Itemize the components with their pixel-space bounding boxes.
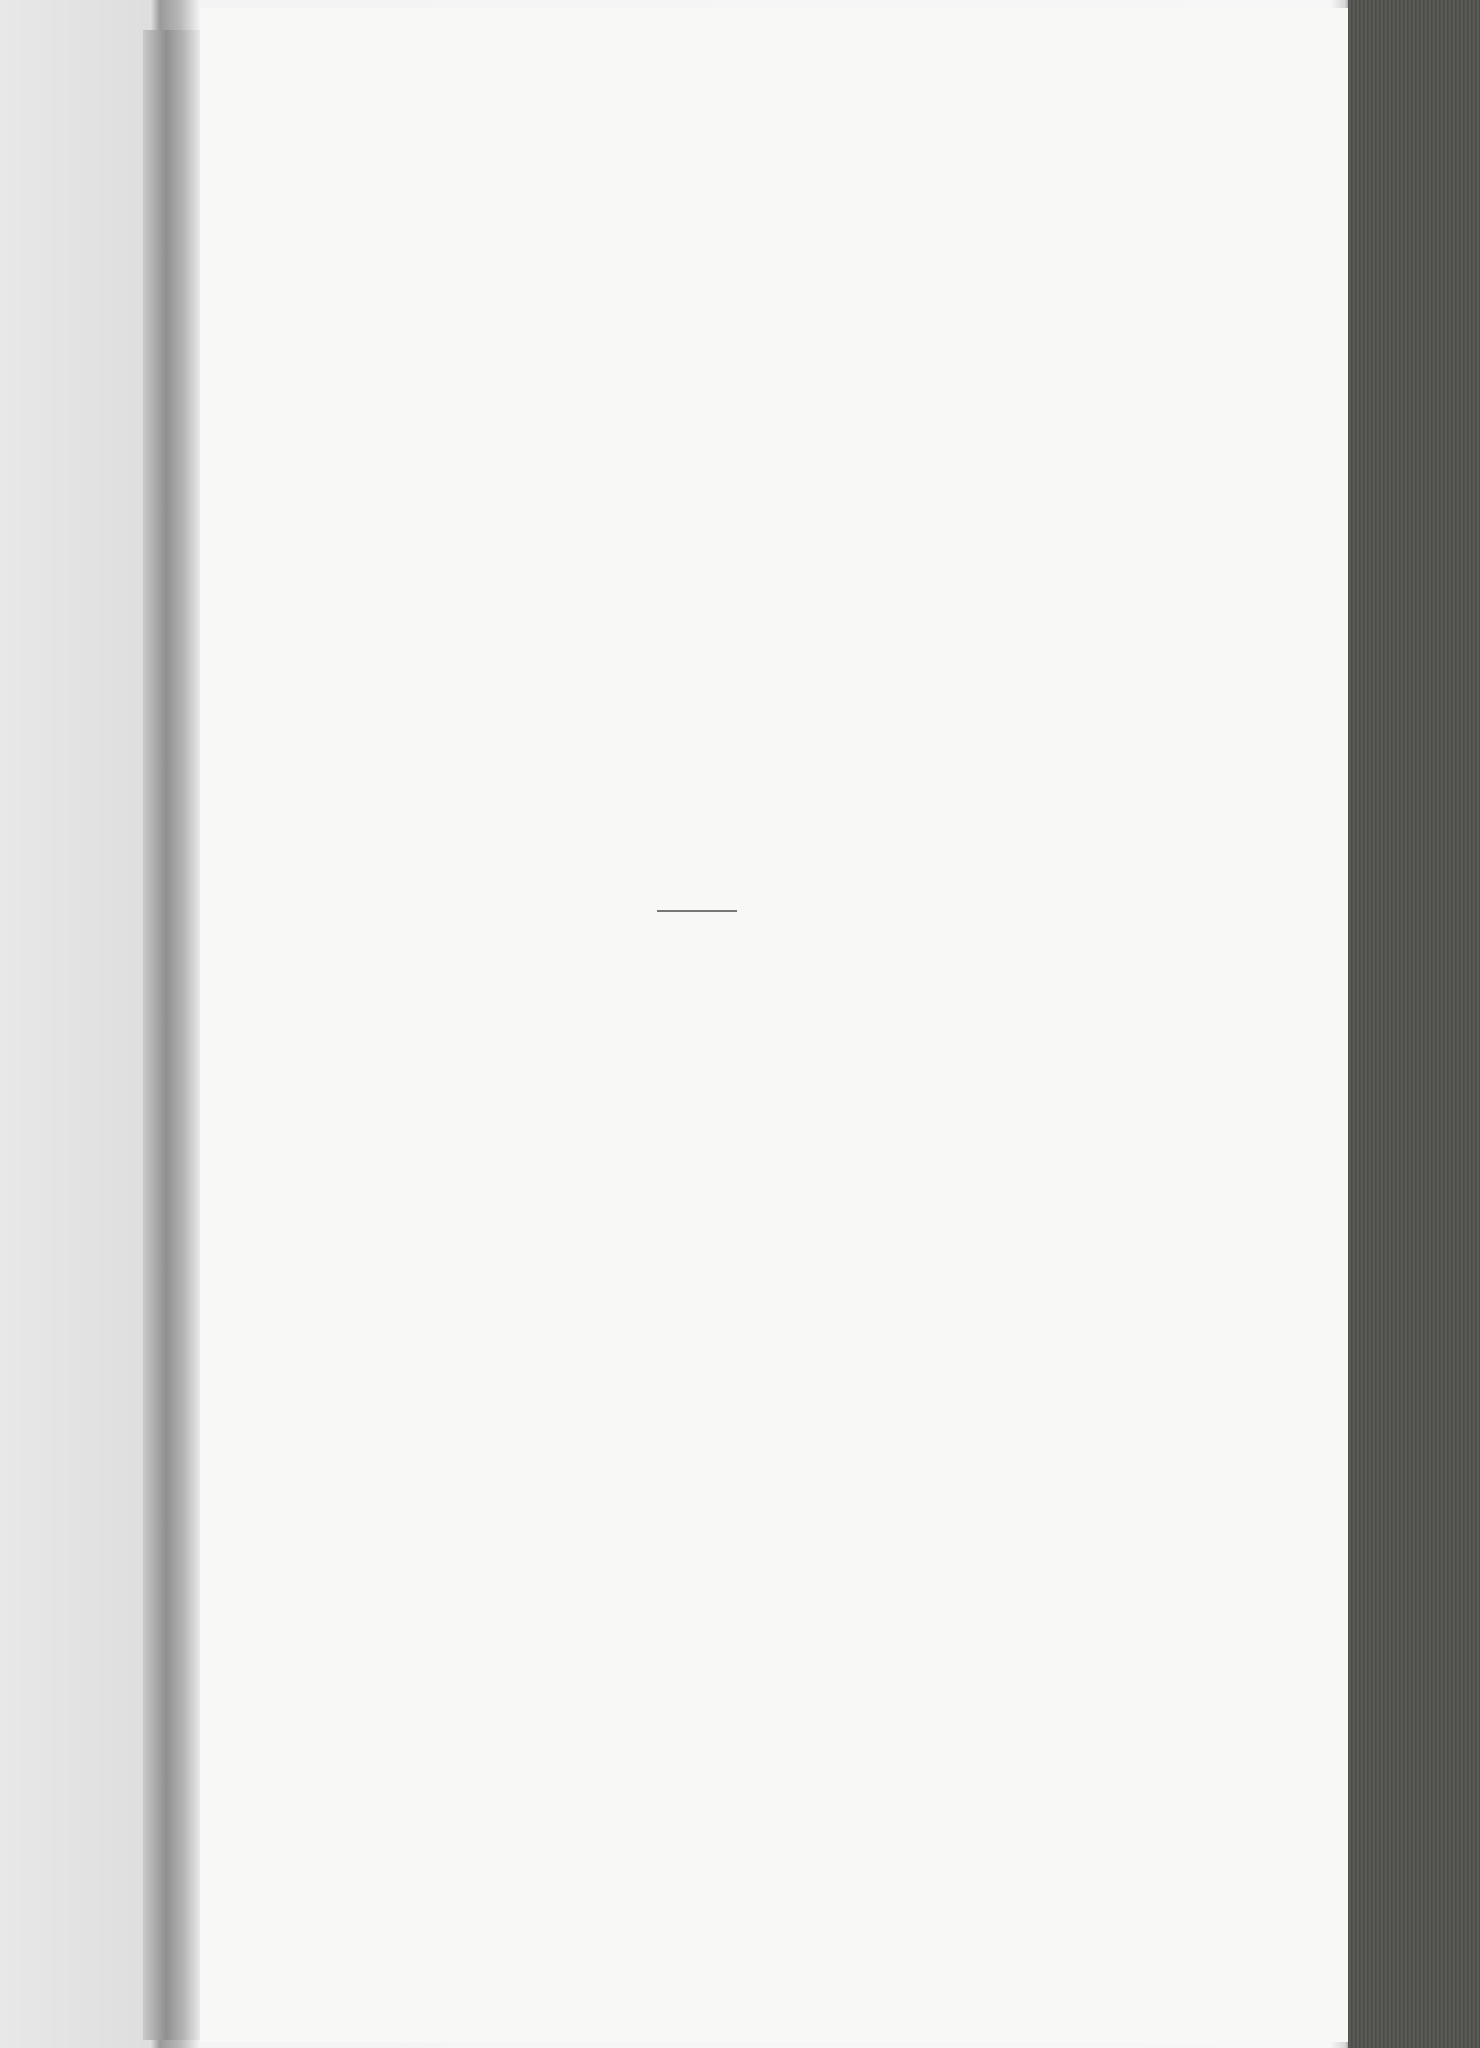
book-page-edges — [1348, 0, 1480, 2048]
divider — [657, 910, 737, 912]
book-gutter — [143, 30, 201, 2040]
left-page-section-numbers — [0, 0, 60, 2048]
part-block — [288, 870, 1106, 952]
page — [200, 8, 1348, 2042]
running-head — [270, 218, 1110, 248]
